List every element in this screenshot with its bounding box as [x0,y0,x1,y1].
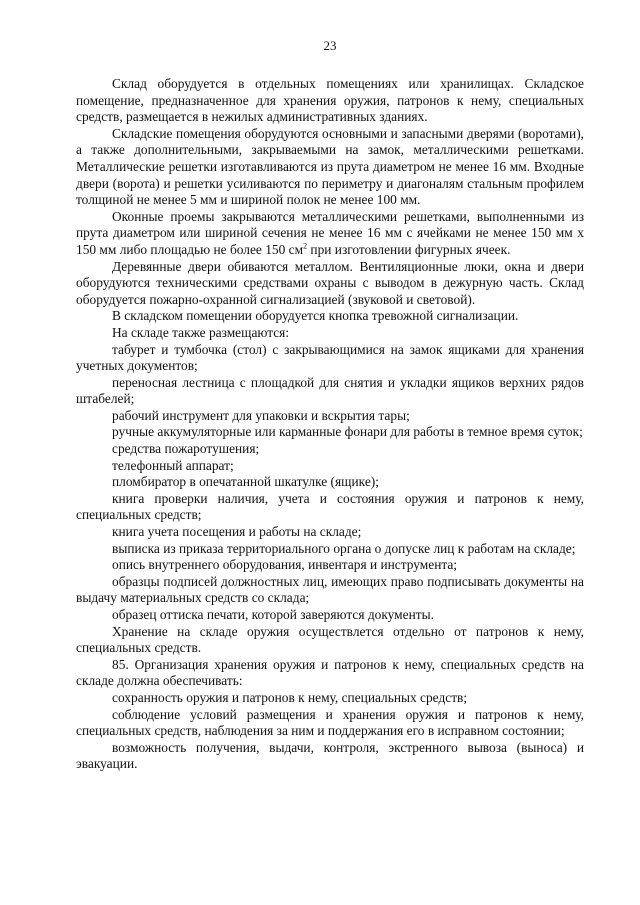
page-number: 23 [323,38,337,53]
paragraph-window-grilles [76,209,584,259]
list-item-evacuation: возможность получения, выдачи, контроля, экстренного вывоза (выноса) и эвакуации. [76,739,584,772]
list-item-stool: табурет и тумбочка (стол) с закрывающимися на замок ящиками для хранения учетных документов; [76,341,584,374]
document-body [76,76,584,773]
list-item-telephone: телефонный аппарат; [112,457,234,473]
list-item-stamp-sample: образец оттиска печати, которой заверяются документы. [112,607,434,622]
paragraph-alarm-button: В складском помещении оборудуется кнопка тревожной сигнализации. [112,308,519,324]
paragraph-storage-location: Склад оборудуется в отдельных помещениях или хранилищах. Складское помещение, предназначенное для хранения оружия, патронов к нему, специальных средств, размещается в нежилых административных зданиях. [76,76,584,125]
square-superscript: 2 [303,241,308,251]
list-item-seal-tool: пломбиратор в опечатанной шкатулке (ящике); [112,474,379,490]
window-text-end: при изготовлении фигурных ячеек. [307,241,511,257]
list-item-flashlights: ручные аккумуляторные или карманные фонари для работы в темное время суток; [112,424,583,440]
window-text-main: Оконные проемы закрываются металлическими решетками, выполненными из прута диаметром или шириной сечения не менее 16 мм с ячейками не менее 150 мм х 150 мм либо площадью не более 150 см [76,208,584,257]
list-item-signature-samples: образцы подписей должностных лиц, имеющих право подписывать документы на выдачу материальных средств со склада; [76,573,584,606]
paragraph-section-85: 85. Организация хранения оружия и патронов к нему, специальных средств на складе должна обеспечивать: [76,656,584,689]
list-item-fire-extinguishing: средства пожаротушения; [112,441,260,457]
list-item-conditions: соблюдение условий размещения и хранения оружия и патронов к нему, специальных средств, наблюдения за ним и поддержания его в исправном состоянии; [76,706,584,739]
list-item-safety: сохранность оружия и патронов к нему, специальных средств; [112,689,468,705]
list-item-inventory: опись внутреннего оборудования, инвентаря и инструмента; [112,557,458,573]
list-item-visit-log: книга учета посещения и работы на складе; [112,524,362,540]
list-item-ladder: переносная лестница с площадкой для снятия и укладки ящиков верхних рядов штабелей; [76,374,584,407]
paragraph-wooden-doors: Деревянные двери обиваются металлом. Вентиляционные люки, окна и двери оборудуются техническими средствами охраны с выводом в дежурную часть. Склад оборудуется пожарно-охранной сигнализацией (звуковой и световой). [76,258,584,307]
paragraph-separate-storage: Хранение на складе оружия осуществлется отдельно от патронов к нему, специальных средств. [76,623,584,656]
list-item-order-extract: выписка из приказа территориального органа о допуске лиц к работам на складе; [112,540,576,556]
list-item-tools: рабочий инструмент для упаковки и вскрытия тары; [112,407,410,423]
paragraph-list-intro: На складе также размещаются: [112,324,290,340]
paragraph-doors-and-grilles: Складские помещения оборудуются основными и запасными дверями (воротами), а также дополнительными, закрываемыми на замок, металлическими решетками. Металлические решетки изготавливаются из прута диаметром не менее 16 мм. Входные двери (ворота) и решетки усиливаются по периметру и диагоналям стальным профилем толщиной не менее 5 мм и шириной полок не менее 100 мм. [76,125,584,208]
list-item-inspection-book: книга проверки наличия, учета и состояния оружия и патронов к нему, специальных средств; [76,490,584,523]
